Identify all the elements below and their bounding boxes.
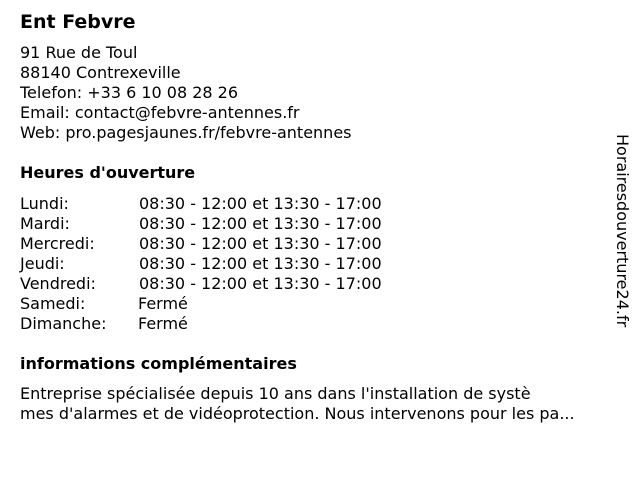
additional-info-heading: informations complémentaires xyxy=(20,354,297,373)
description-line: mes d'alarmes et de vidéoprotection. Nous intervenons pour les pa... xyxy=(20,404,575,423)
day-label: Dimanche: xyxy=(20,314,107,333)
phone-number: Telefon: +33 6 10 08 28 26 xyxy=(20,83,239,102)
site-watermark xyxy=(610,134,634,370)
day-label: Mercredi: xyxy=(20,234,95,253)
time-value: 08:30 - 12:00 et 13:30 - 17:00 xyxy=(139,274,382,293)
hours-row-friday xyxy=(20,274,440,294)
address-city: 88140 Contrexeville xyxy=(20,63,181,82)
description-line: Entreprise spécialisée depuis 10 ans dans l'installation de systè xyxy=(20,384,531,403)
time-value: Fermé xyxy=(138,314,188,333)
time-value: 08:30 - 12:00 et 13:30 - 17:00 xyxy=(139,194,382,213)
hours-row-wednesday xyxy=(20,234,440,254)
time-value: 08:30 - 12:00 et 13:30 - 17:00 xyxy=(139,234,382,253)
address-street: 91 Rue de Toul xyxy=(20,43,138,62)
hours-row-thursday xyxy=(20,254,440,274)
day-label: Jeudi: xyxy=(20,254,65,273)
time-value: Fermé xyxy=(138,294,188,313)
day-label: Mardi: xyxy=(20,214,70,233)
time-value: 08:30 - 12:00 et 13:30 - 17:00 xyxy=(139,254,382,273)
business-description xyxy=(20,384,622,424)
email-address: Email: contact@febvre-antennes.fr xyxy=(20,103,300,122)
day-label: Lundi: xyxy=(20,194,69,213)
contact-block xyxy=(20,43,352,143)
opening-hours-table xyxy=(20,194,440,334)
day-label: Samedi: xyxy=(20,294,86,313)
hours-row-tuesday xyxy=(20,214,440,234)
hours-row-sunday xyxy=(20,314,440,334)
watermark-text: Horairesdouverture24.fr xyxy=(613,134,632,328)
opening-hours-heading: Heures d'ouverture xyxy=(20,163,196,182)
hours-row-saturday xyxy=(20,294,440,314)
time-value: 08:30 - 12:00 et 13:30 - 17:00 xyxy=(139,214,382,233)
hours-row-monday xyxy=(20,194,440,214)
day-label: Vendredi: xyxy=(20,274,96,293)
website: Web: pro.pagesjaunes.fr/febvre-antennes xyxy=(20,123,352,142)
business-name: Ent Febvre xyxy=(20,11,136,33)
